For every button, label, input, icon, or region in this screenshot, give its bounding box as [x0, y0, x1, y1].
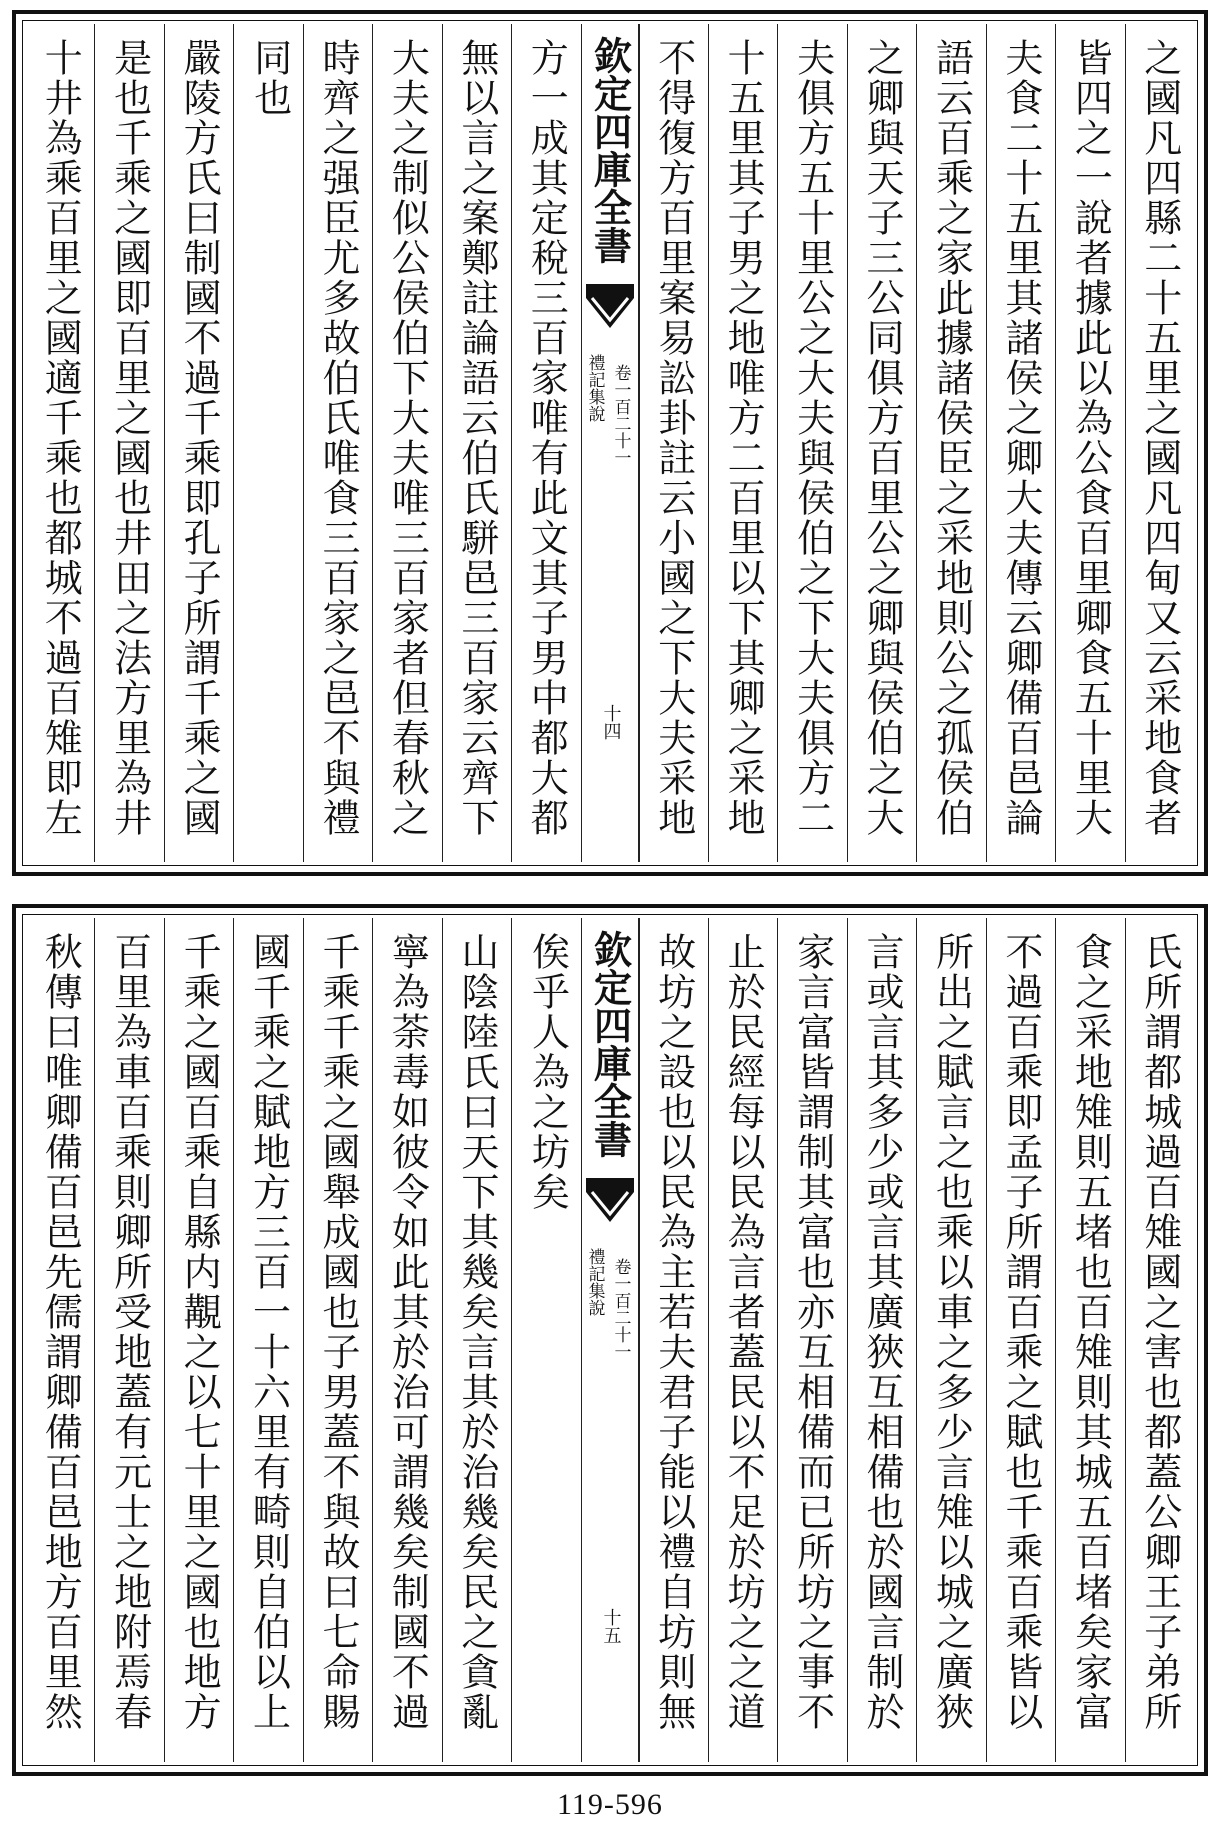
volume-label: 卷一百二十一 [610, 1258, 631, 1360]
collection-title: 欽定四庫全書 [587, 930, 633, 1158]
text-column [1055, 24, 1124, 862]
lower-page [12, 904, 1208, 1776]
text-column [986, 24, 1055, 862]
column-text: 山陰陸氏曰天下其幾矣言其於治幾矣民之貪亂 [454, 932, 499, 1732]
column-text: 語云百乘之家此據諸侯臣之采地則公之孤侯伯 [929, 38, 974, 838]
text-column [164, 918, 233, 1762]
text-column [1125, 918, 1194, 1762]
column-text: 家言富皆謂制其富也亦互相備而已所坊之事不 [790, 932, 835, 1732]
column-text: 方一成其定稅三百家唯有此文其子男中都大都 [524, 38, 569, 838]
text-column [916, 918, 985, 1762]
upper-page-columns [26, 24, 1194, 862]
column-text: 同也 [247, 38, 292, 118]
text-column [442, 24, 511, 862]
leaf-number: 十五 [600, 1608, 622, 1644]
column-text: 寧為荼毒如彼令如此其於治可謂幾矣制國不過 [385, 932, 430, 1732]
column-text: 大夫之制似公侯伯下大夫唯三百家者但春秋之 [385, 38, 430, 838]
text-column [442, 918, 511, 1762]
column-text: 不過百乘即孟子所謂百乘之賦也千乘百乘皆以 [998, 932, 1043, 1732]
column-text: 言或言其多少或言其廣狹互相備也於國言制於 [860, 932, 905, 1732]
text-column [94, 918, 163, 1762]
column-text: 食之采地雉則五堵也百雉則其城五百堵矣家富 [1068, 932, 1113, 1732]
lower-page-columns [26, 918, 1194, 1762]
text-column [777, 24, 846, 862]
text-column [1125, 24, 1194, 862]
column-text: 十五里其子男之地唯方二百里以下其卿之采地 [721, 38, 766, 838]
volume-label: 卷一百二十一 [610, 364, 631, 466]
text-column [639, 918, 708, 1762]
reprint-page-number: 119-596 [557, 1788, 663, 1821]
column-text: 皆四之一說者據此以為公食百里卿食五十里大 [1068, 38, 1113, 838]
text-column [303, 24, 372, 862]
text-column [26, 918, 94, 1762]
text-column [233, 918, 302, 1762]
leaf-number: 十四 [600, 704, 622, 740]
text-column [94, 24, 163, 862]
text-column [639, 24, 708, 862]
column-text: 國千乘之賦地方三百一十六里有畸則自伯以上 [246, 932, 291, 1732]
text-column [511, 24, 580, 862]
text-column [372, 918, 441, 1762]
column-text: 夫食二十五里其諸侯之卿大夫傳云卿備百邑論 [998, 38, 1043, 838]
text-column [164, 24, 233, 862]
column-text: 故坊之設也以民為主若夫君子能以禮自坊則無 [651, 932, 696, 1732]
book-title: 禮記集說 [584, 354, 605, 422]
text-column [777, 918, 846, 1762]
column-text: 所出之賦言之也乘以車之多少言雉以城之廣狹 [929, 932, 974, 1732]
column-text: 俟乎人為之坊矣 [525, 932, 570, 1212]
center-margin-strip [581, 24, 639, 862]
column-text: 之國凡四縣二十五里之國凡四甸又云采地食者 [1137, 38, 1182, 838]
column-text: 秋傳曰唯卿備百邑先儒謂卿備百邑地方百里然 [38, 932, 83, 1732]
column-text: 氏所謂都城過百雉國之害也都蓋公卿王子弟所 [1137, 932, 1182, 1732]
column-text: 無以言之案鄭註論語云伯氏駢邑三百家云齊下 [454, 38, 499, 838]
column-text: 止於民經每以民為言者蓋民以不足於坊之之道 [721, 932, 766, 1732]
book-title: 禮記集說 [584, 1248, 605, 1316]
text-column [511, 918, 580, 1762]
column-text: 是也千乘之國即百里之國也井田之法方里為井 [107, 38, 152, 838]
text-column [233, 24, 302, 862]
column-text: 不得復方百里案易訟卦註云小國之下大夫采地 [651, 38, 696, 838]
collection-title: 欽定四庫全書 [587, 36, 633, 264]
column-text: 之卿與天子三公同俱方百里公之卿與侯伯之大 [860, 38, 905, 838]
fishtail-ornament-icon [586, 284, 634, 332]
text-column [916, 24, 985, 862]
text-column [303, 918, 372, 1762]
column-text: 時齊之强臣尤多故伯氏唯食三百家之邑不與禮 [315, 38, 360, 838]
text-column [847, 24, 916, 862]
text-column [708, 24, 777, 862]
column-text: 嚴陵方氏曰制國不過千乘即孔子所謂千乘之國 [177, 38, 222, 838]
text-column [26, 24, 94, 862]
text-column [1055, 918, 1124, 1762]
center-margin-strip [581, 918, 639, 1762]
text-column [372, 24, 441, 862]
text-column [847, 918, 916, 1762]
column-text: 千乘千乘之國舉成國也子男蓋不與故曰七命賜 [315, 932, 360, 1732]
column-text: 千乘之國百乘自縣内覯之以七十里之國也地方 [177, 932, 222, 1732]
column-text: 百里為車百乘則卿所受地蓋有元士之地附焉春 [107, 932, 152, 1732]
text-column [986, 918, 1055, 1762]
column-text: 夫俱方五十里公之大夫與侯伯之下大夫俱方二 [790, 38, 835, 838]
fishtail-ornament-icon [586, 1178, 634, 1226]
column-text: 十井為乘百里之國適千乘也都城不過百雉即左 [38, 38, 83, 838]
upper-page [12, 10, 1208, 876]
text-column [708, 918, 777, 1762]
